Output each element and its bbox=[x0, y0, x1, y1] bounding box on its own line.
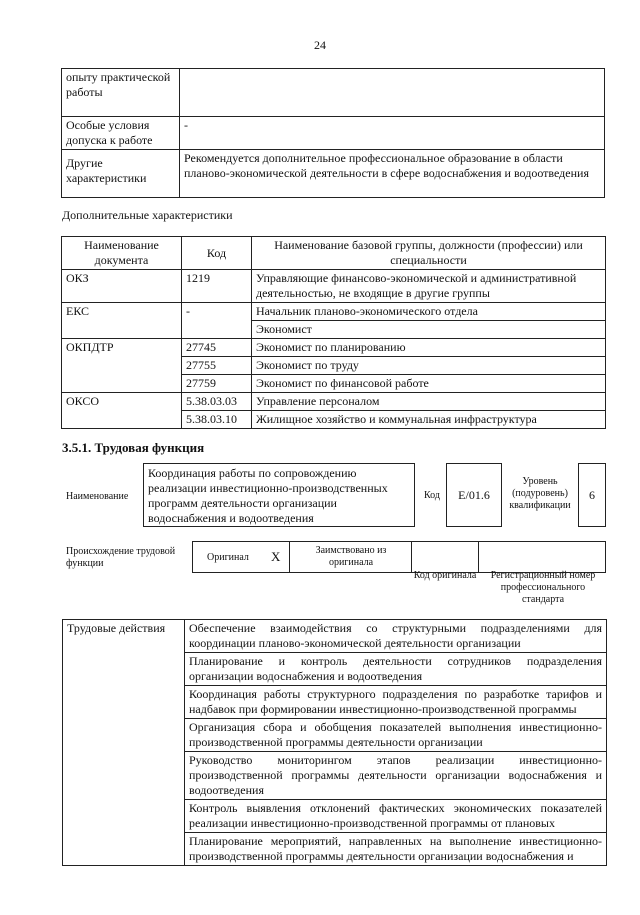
code-cell: - bbox=[182, 303, 252, 339]
doc-cell: ОКЗ bbox=[62, 270, 182, 303]
doc-cell: ОКСО bbox=[62, 393, 182, 429]
name-cell: Начальник планово-экономического отдела bbox=[252, 303, 606, 321]
labor-function-heading: 3.5.1. Трудовая функция bbox=[62, 440, 205, 455]
row-value: Рекомендуется дополнительное профессиональное образование в области планово-экономической деятельности в сфере водоснабжения и водоотведения bbox=[180, 150, 605, 198]
name-label: Наименование bbox=[66, 491, 129, 502]
labor-action-item: Координация работы структурного подразделения по разработке тарифов и надбавок при формировании инвестиционно-производственной программы bbox=[185, 686, 607, 719]
name-cell: Экономист по финансовой работе bbox=[252, 375, 606, 393]
table-row bbox=[62, 393, 606, 411]
table-header-row bbox=[62, 237, 606, 270]
labor-actions-label: Трудовые действия bbox=[63, 620, 185, 866]
row-label: Особые условия допуска к работе bbox=[62, 117, 180, 150]
original-label: Оригинал bbox=[207, 552, 249, 563]
labor-action-item: Организация сбора и обобщения показателей выполнения инвестиционно-производственной программы деятельности организации bbox=[185, 719, 607, 752]
level-label: Уровень (подуровень) квалификации bbox=[509, 476, 571, 511]
function-name-box: Координация работы по сопровождению реализации инвестиционно-производственных программ деятельности организации водоснабжения и водоотведения bbox=[143, 463, 415, 527]
header-name: Наименование базовой группы, должности (профессии) или специальности bbox=[252, 237, 606, 270]
name-cell: Управление персоналом bbox=[252, 393, 606, 411]
name-cell: Жилищное хозяйство и коммунальная инфраструктура bbox=[252, 411, 606, 429]
labor-action-item: Руководство мониторингом этапов реализации инвестиционно-производственной программы деятельности организации водоснабжения и водоотведения bbox=[185, 752, 607, 800]
doc-cell: ЕКС bbox=[62, 303, 182, 339]
header-document: Наименование документа bbox=[62, 237, 182, 270]
labor-action-item: Планирование и контроль деятельности сотрудников подразделения организации водоснабжения и водоотведения bbox=[185, 653, 607, 686]
table-row bbox=[62, 117, 605, 150]
additional-characteristics-heading: Дополнительные характеристики bbox=[62, 208, 233, 222]
function-code-box: E/01.6 bbox=[446, 463, 502, 527]
origin-row bbox=[192, 541, 606, 573]
labor-action-item: Контроль выявления отклонений фактических экономических показателей реализации инвестиционно-производственной программы от плановых bbox=[185, 800, 607, 833]
reg-number-caption: Регистрационный номер профессионального стандарта bbox=[490, 570, 596, 605]
code-cell: 5.38.03.10 bbox=[182, 411, 252, 429]
qualification-requirements-table bbox=[61, 68, 605, 198]
row-value: - bbox=[180, 117, 605, 150]
code-cell: 27745 bbox=[182, 339, 252, 357]
borrowed-label: Заимствовано из оригинала bbox=[315, 545, 387, 568]
divider bbox=[478, 542, 479, 572]
origin-code-caption: Код оригинала bbox=[413, 570, 477, 581]
page-number: 24 bbox=[314, 38, 326, 52]
additional-characteristics-table bbox=[61, 236, 606, 429]
labor-action-item: Планирование мероприятий, направленных на выполнение инвестиционно-производственной программы деятельности организации водоснабжения и bbox=[185, 833, 607, 866]
original-mark: X bbox=[271, 549, 281, 564]
name-cell: Экономист bbox=[252, 321, 606, 339]
table-row bbox=[62, 339, 606, 357]
labor-action-item: Обеспечение взаимодействия со структурными подразделениями для координации планово-экономической деятельности организации bbox=[185, 620, 607, 653]
name-cell: Экономист по планированию bbox=[252, 339, 606, 357]
table-row bbox=[62, 303, 606, 321]
divider bbox=[411, 542, 412, 572]
row-value bbox=[180, 69, 605, 117]
code-cell: 27759 bbox=[182, 375, 252, 393]
name-cell: Управляющие финансово-экономической и административной деятельностью, не входящие в другие группы bbox=[252, 270, 606, 303]
table-row bbox=[62, 69, 605, 117]
row-label: Другие характеристики bbox=[62, 150, 180, 198]
name-cell: Экономист по труду bbox=[252, 357, 606, 375]
header-code: Код bbox=[182, 237, 252, 270]
code-label: Код bbox=[424, 490, 440, 501]
table-row bbox=[63, 620, 607, 653]
doc-cell: ОКПДТР bbox=[62, 339, 182, 393]
labor-actions-table bbox=[62, 619, 607, 866]
code-cell: 27755 bbox=[182, 357, 252, 375]
table-row bbox=[62, 270, 606, 303]
table-row bbox=[62, 150, 605, 198]
code-cell: 5.38.03.03 bbox=[182, 393, 252, 411]
divider bbox=[289, 542, 290, 572]
origin-label: Происхождение трудовой функции bbox=[66, 546, 176, 569]
row-label: опыту практической работы bbox=[62, 69, 180, 117]
code-cell: 1219 bbox=[182, 270, 252, 303]
level-value-box: 6 bbox=[578, 463, 606, 527]
